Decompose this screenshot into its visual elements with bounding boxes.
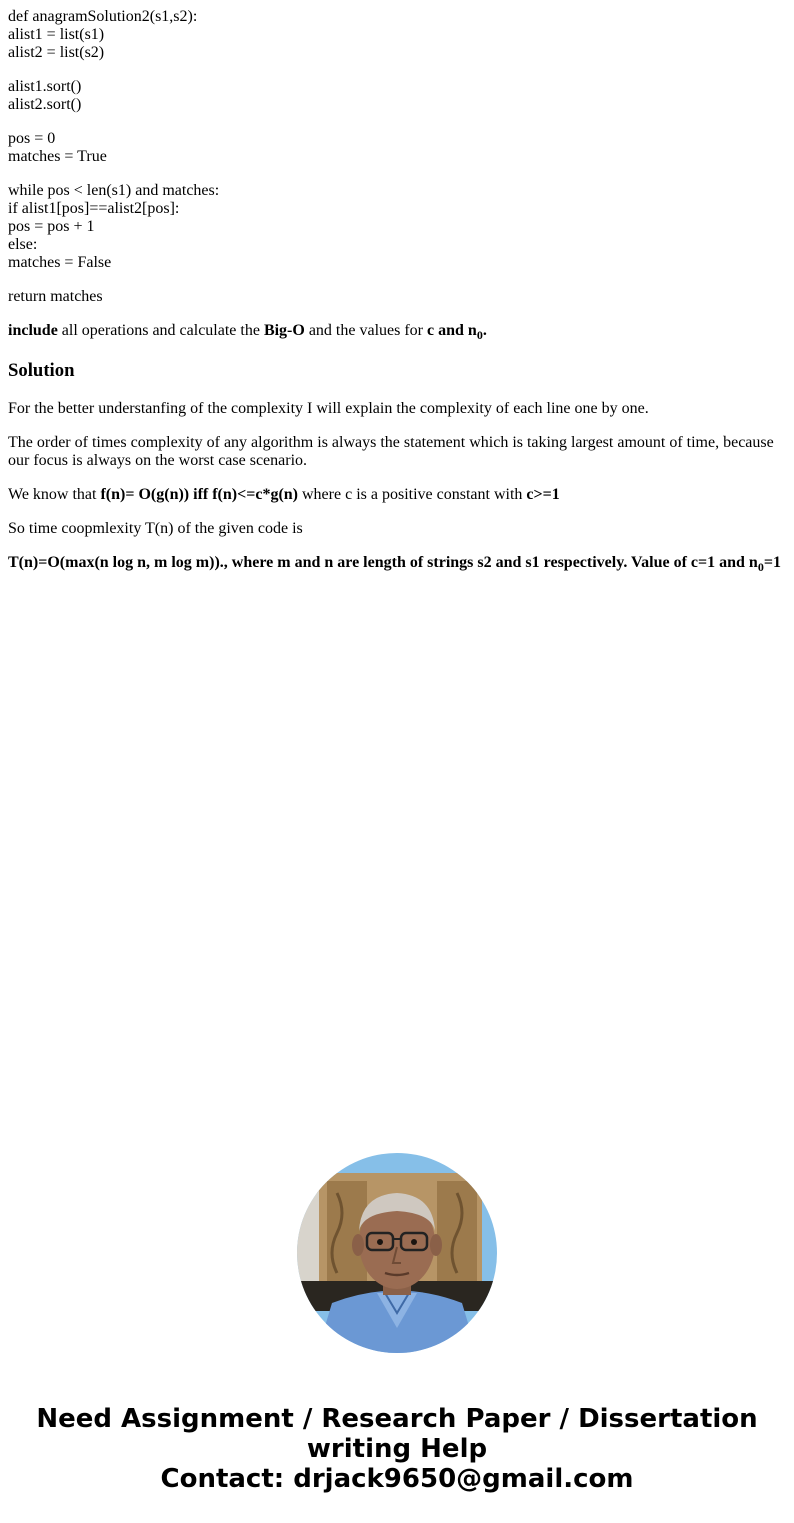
instruction-text: and the values for	[304, 322, 428, 339]
code-block-3	[8, 130, 786, 166]
code-block-5	[8, 288, 786, 306]
code-line: else:	[8, 236, 38, 253]
banner-line: writing Help	[306, 1434, 488, 1464]
answer-subscript: 0	[757, 560, 764, 575]
instruction-subscript: 0	[476, 328, 483, 343]
definition-text: where c is a positive constant with	[298, 486, 527, 503]
author-portrait-image	[297, 1153, 497, 1353]
code-line: matches = True	[8, 148, 107, 165]
contact-email: Contact: drjack9650@gmail.com	[160, 1464, 634, 1494]
code-line: pos = pos + 1	[8, 218, 95, 235]
code-line: alist2 = list(s2)	[8, 44, 105, 61]
code-line: alist2.sort()	[8, 96, 82, 113]
instruction-bold: c and n	[427, 322, 477, 339]
final-answer	[8, 554, 786, 575]
code-block-4	[8, 182, 786, 272]
bigo-definition	[8, 486, 786, 504]
code-block-1	[8, 8, 786, 62]
code-line: if alist1[pos]==alist2[pos]:	[8, 200, 180, 217]
instruction-text: all operations and calculate the	[57, 322, 264, 339]
answer-bold: T(n)=O(max(n log n, m log m))., where m and n are length of strings s2 and s1 respectively. Value of c=1 and n	[8, 554, 758, 571]
instruction-bold: .	[482, 322, 487, 339]
instruction-bold: Big-O	[263, 322, 305, 339]
document-body	[8, 8, 786, 588]
code-line: return matches	[8, 288, 103, 305]
instruction-bold: include	[8, 322, 58, 339]
solution-paragraph: For the better understanfing of the complexity I will explain the complexity of each line one by one.	[8, 400, 649, 417]
author-avatar	[297, 1153, 497, 1353]
question-instruction	[8, 322, 786, 343]
code-line: alist1.sort()	[8, 78, 82, 95]
solution-paragraph: So time coopmlexity T(n) of the given code is	[8, 520, 303, 537]
code-line: pos = 0	[8, 130, 56, 147]
contact-banner	[0, 1404, 794, 1494]
code-line: matches = False	[8, 254, 112, 271]
definition-bold: f(n)= O(g(n)) iff f(n)<=c*g(n)	[100, 486, 298, 503]
code-block-2	[8, 78, 786, 114]
solution-heading: Solution	[8, 360, 75, 381]
code-line: while pos < len(s1) and matches:	[8, 182, 220, 199]
code-line: alist1 = list(s1)	[8, 26, 105, 43]
definition-bold: c>=1	[526, 486, 560, 503]
answer-bold: =1	[763, 554, 781, 571]
code-line: def anagramSolution2(s1,s2):	[8, 8, 198, 25]
definition-text: We know that	[8, 486, 101, 503]
solution-paragraph: The order of times complexity of any algorithm is always the statement which is taking largest amount of time, because our focus is always on the worst case scenario.	[8, 434, 774, 469]
banner-line: Need Assignment / Research Paper / Dissertation	[36, 1404, 758, 1434]
